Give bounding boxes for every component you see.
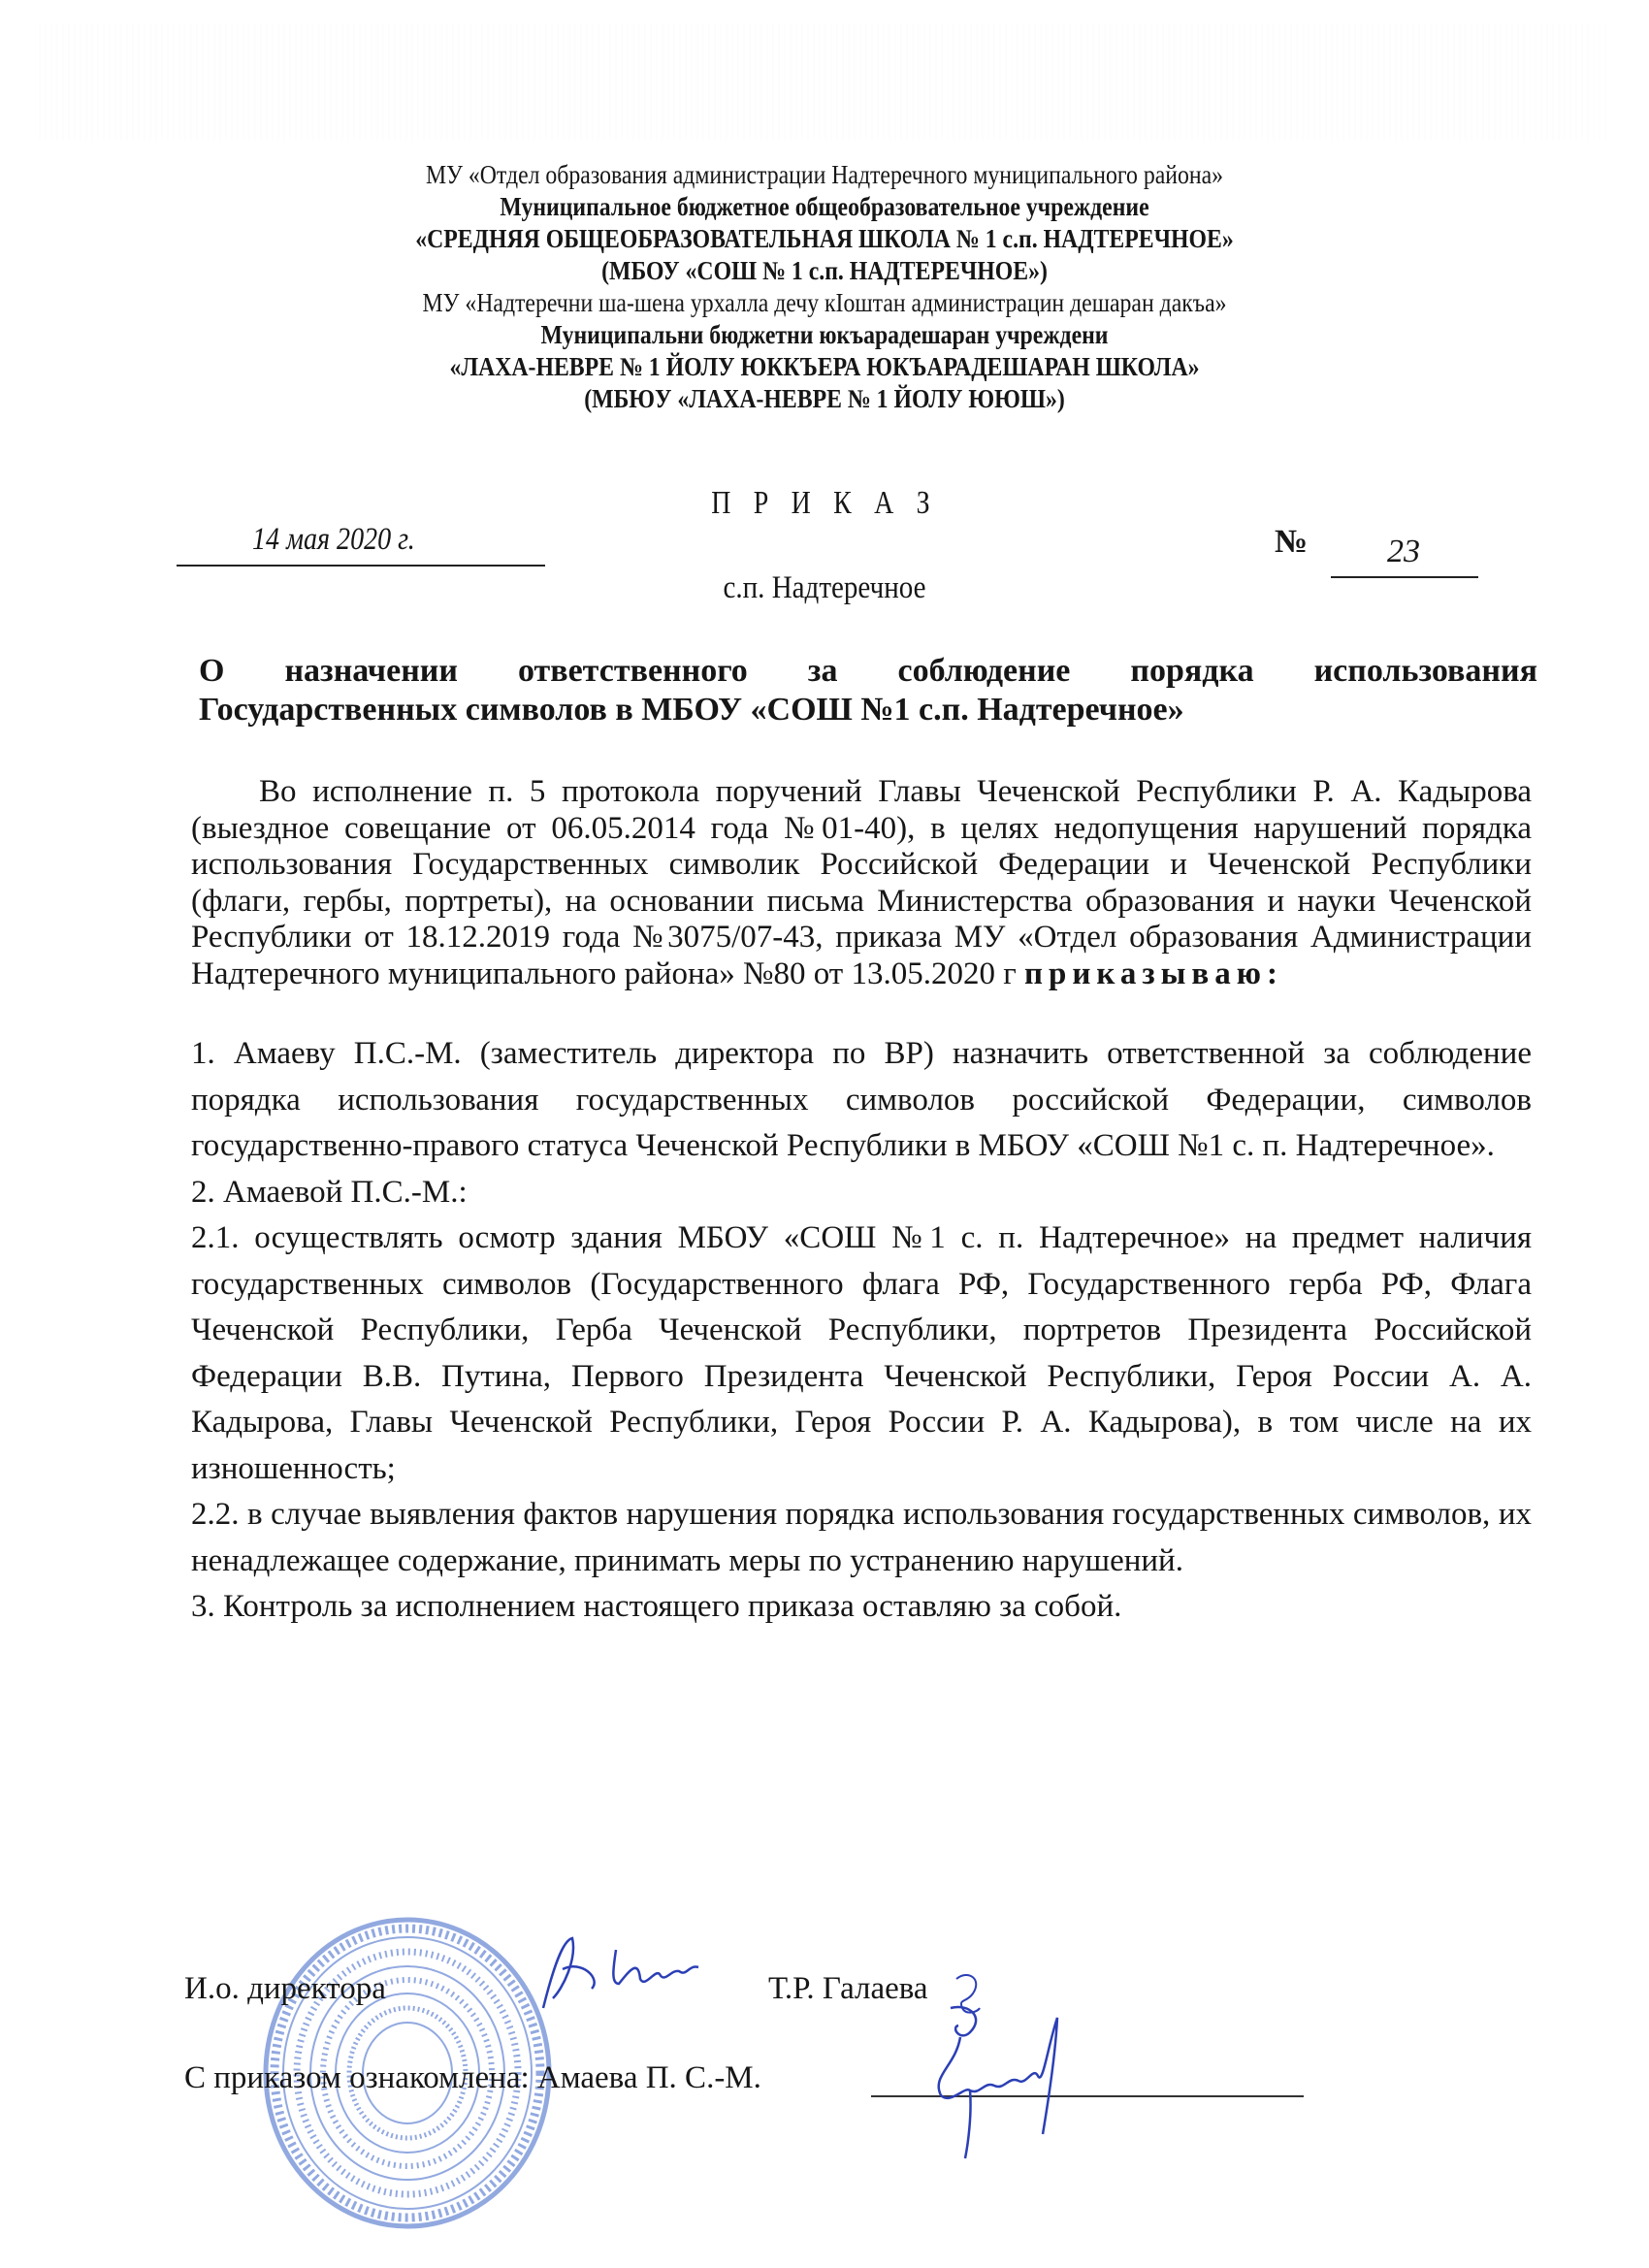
signatory-position: И.о. директора <box>184 1971 386 2006</box>
letterhead-line: «ЛАХА-НЕВРЕ № 1 ЙОЛУ ЮККЪЕРА ЮКЪАРАДЕШАРАН ШКОЛА» <box>449 352 1200 381</box>
order-item: 2.1. осуществлять осмотр здания МБОУ «СОШ №1 с. п. Надтеречное» на предмет наличия государственных символов (Государственного флага РФ, Государственного герба РФ, Флага Чеченской Республики, Герба Чеченской Республики, портретов Президента Российской Федерации В.В. Путина, Первого Президента Чеченской Республики, Героя России А. А. Кадырова, Главы Чеченской Республики, Героя России Р. А. Кадырова), в том числе на их изношенность; <box>191 1220 1532 1486</box>
order-items <box>191 1031 1532 1631</box>
signatory-name: Т.Р. Галаева <box>768 1971 928 2006</box>
acknowledgement-signature <box>912 1998 1086 2163</box>
order-subject <box>199 652 1537 729</box>
subject-line: Государственных символов в МБОУ «СОШ №1 с.п. Надтеречное» <box>199 692 1184 728</box>
order-word: приказываю: <box>1024 956 1283 991</box>
order-place: с.п. Надтеречное <box>723 570 926 605</box>
order-item: 1. Амаеву П.С.-М. (заместитель директора по ВР) назначить ответственной за соблюдение порядка использования государственных символов российской Федерации, символов государственно-правого статуса Чеченской Республики в МБОУ «СОШ №1 с. п. Надтеречное». <box>191 1036 1532 1163</box>
preamble <box>191 774 1532 992</box>
subject-line: О назначении ответственного за соблюдение порядка использования <box>199 653 1537 689</box>
letterhead-line: (МБЮУ «ЛАХА-НЕВРЕ № 1 ЙОЛУ ЮЮШ») <box>584 384 1065 413</box>
order-number: 23 <box>1387 534 1420 569</box>
order-item: 3. Контроль за исполнением настоящего приказа оставляю за собой. <box>191 1589 1122 1624</box>
scan-artifact <box>39 24 1610 141</box>
order-date-field <box>177 522 545 567</box>
order-title: П Р И К А З <box>711 485 938 521</box>
letterhead-line: МУ «Надтеречни ша-шена урхалла дечу кIоштан администрацин дешаран дакъа» <box>422 288 1227 317</box>
order-date: 14 мая 2020 г. <box>252 522 415 557</box>
letterhead-line: «СРЕДНЯЯ ОБЩЕОБРАЗОВАТЕЛЬНАЯ ШКОЛА № 1 с.п. НАДТЕРЕЧНОЕ» <box>415 224 1234 253</box>
order-item: 2.2. в случае выявления фактов нарушения порядка использования государственных символов, их ненадлежащее содержание, принимать меры по устранению нарушений. <box>191 1497 1532 1578</box>
order-item: 2. Амаевой П.С.-М.: <box>191 1174 468 1210</box>
letterhead-line: Муниципальное бюджетное общеобразовательное учреждение <box>500 192 1149 221</box>
order-number-label: № <box>1275 524 1309 560</box>
letterhead-line: МУ «Отдел образования администрации Надтеречного муниципального района» <box>425 160 1224 189</box>
director-signature <box>524 1930 728 2018</box>
order-body <box>191 774 1532 1631</box>
acknowledgement: С приказом ознакомлена: Амаева П. С.-М. <box>184 2060 761 2095</box>
letterhead-line: (МБОУ «СОШ № 1 с.п. НАДТЕРЕЧНОЕ») <box>601 256 1048 285</box>
letterhead-line: Муниципальни бюджетни юкъарадешаран учреждени <box>540 320 1109 349</box>
letterhead <box>291 159 1358 415</box>
preamble-text: Во исполнение п. 5 протокола поручений Главы Чеченской Республики Р. А. Кадырова (выездное совещание от 06.05.2014 года №01-40), в целях недопущения нарушений порядка использования Государственных символик Российской Федерации и Чеченской Республики (флаги, гербы, портреты), на основании письма Министерства образования и науки Чеченской Республики от 18.12.2019 года №3075/07-43, приказа МУ «Отдел образования Администрации Надтеречного муниципального района» №80 от 13.05.2020 г <box>191 774 1532 991</box>
